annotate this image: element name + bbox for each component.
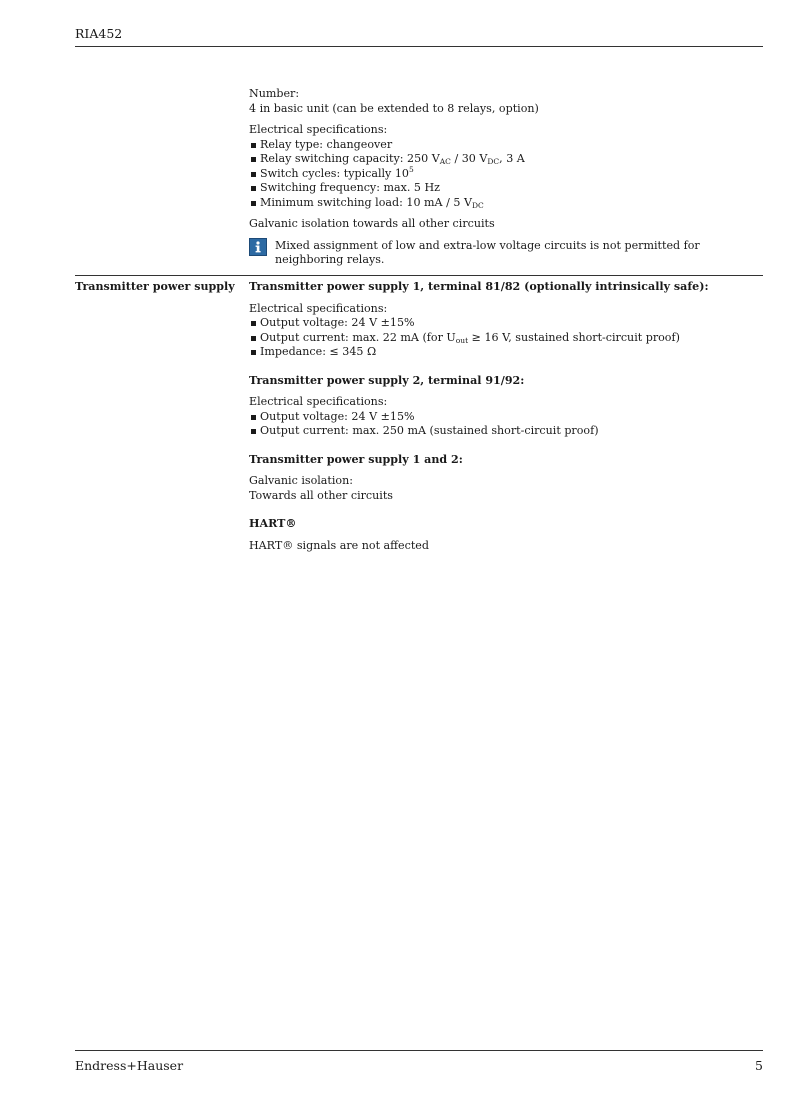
footer-company: Endress+Hauser [75, 1058, 184, 1073]
list-item: Output current: max. 22 mA (for $U_{out} \ge 16$ V, sustained short-circuit proof) [249, 331, 763, 346]
document-title: RIA452 [75, 26, 123, 41]
list-item: Output voltage: 24 V ±15% [249, 410, 763, 425]
hart-text: HART® signals are not affected [249, 538, 429, 552]
tps-both-heading: Transmitter power supply 1 and 2: [249, 452, 463, 466]
relay-spec-list [249, 138, 763, 211]
hart-heading: HART® [249, 517, 297, 530]
relay-output-section [249, 87, 763, 268]
page-number: 5 [755, 1058, 763, 1073]
tps2-spec-list [249, 410, 763, 439]
relay-note-text: Mixed assignment of low and extra-low voltage circuits is not permitted for neighboring relays. [275, 238, 700, 266]
section-rule [75, 275, 763, 276]
list-item: Switch cycles: typically $10^5$ [249, 167, 763, 182]
tps1-spec-list [249, 316, 763, 360]
tps1-heading: Transmitter power supply 1, terminal 81/82 (optionally intrinsically safe): [249, 280, 709, 293]
transmitter-section [249, 280, 763, 553]
list-item: Relay switching capacity: 250 $V_{AC} / 30$ $V_{DC}$, 3 A [249, 152, 763, 167]
tps-isolation-label: Galvanic isolation: [249, 474, 353, 487]
tps2-heading: Transmitter power supply 2, terminal 91/92: [249, 373, 525, 387]
relay-note [249, 239, 763, 268]
tps-isolation-value: Towards all other circuits [249, 488, 393, 502]
relay-elec-label: Electrical specifications: [249, 123, 388, 136]
list-item: Relay type: changeover [249, 138, 763, 153]
list-item: Minimum switching load: 10 mA / 5 $V_{DC}$ [249, 196, 763, 211]
relay-number-value: 4 in basic unit (can be extended to 8 relays, option) [249, 101, 539, 115]
tps1-elec-label: Electrical specifications: [249, 301, 388, 315]
footer-rule [75, 1050, 763, 1051]
list-item: Switching frequency: max. 5 Hz [249, 181, 763, 196]
info-icon [249, 238, 267, 256]
list-item: Impedance: ≤ 345 Ω [249, 345, 763, 360]
relay-number-label: Number: [249, 87, 300, 100]
relay-isolation: Galvanic isolation towards all other circuits [249, 217, 495, 230]
tps2-elec-label: Electrical specifications: [249, 395, 388, 408]
transmitter-section-label: Transmitter power supply [75, 280, 235, 293]
header-rule [75, 46, 763, 47]
list-item: Output current: max. 250 mA (sustained short-circuit proof) [249, 424, 763, 439]
list-item: Output voltage: 24 V ±15% [249, 316, 763, 331]
